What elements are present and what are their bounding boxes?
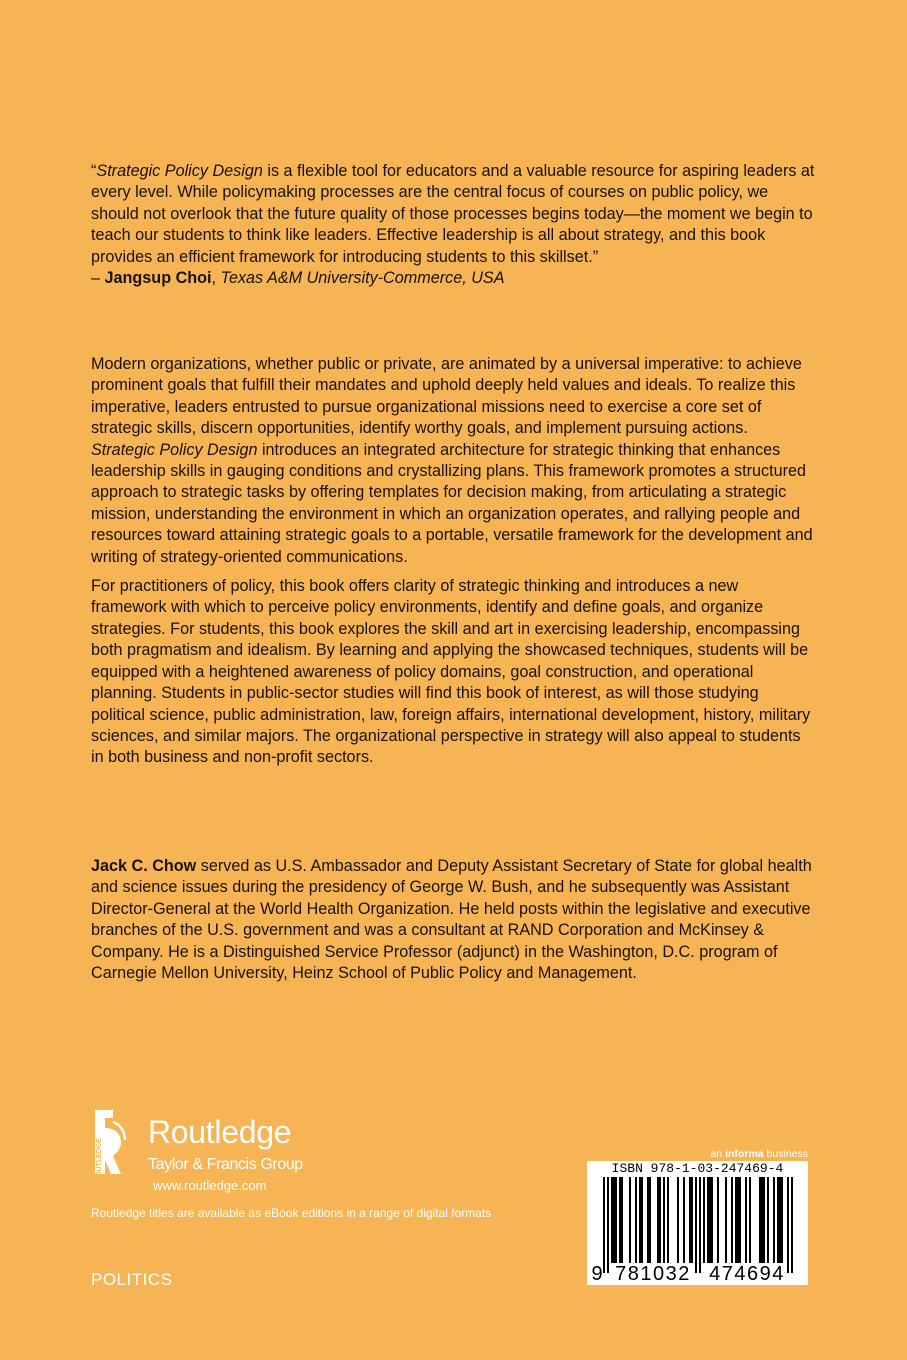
endorsement-text [91,161,816,289]
barcode-bar [725,1177,727,1263]
barcode-bar [683,1177,685,1263]
barcode-bar [677,1177,679,1263]
barcode-bar [711,1177,713,1263]
barcode-bar [699,1177,701,1273]
barcode-bar [761,1177,763,1263]
barcode-bar [635,1177,637,1263]
book-description [91,354,816,769]
barcode-bar [657,1177,659,1263]
publisher-name: Routledge [148,1114,292,1150]
endorsement-quote [91,161,816,289]
barcode-bar [621,1177,623,1263]
barcode-bar [767,1177,769,1263]
barcode-bar [731,1177,733,1263]
open-quote: “ [91,162,97,180]
barcode-bar [703,1177,705,1263]
routledge-logo-icon [91,1108,131,1184]
author-bio-text [91,856,816,984]
barcode-bar [749,1177,751,1263]
barcode-bar [667,1177,669,1263]
publisher-url: www.routledge.com [153,1178,267,1193]
informa-suffix: business [763,1148,808,1160]
barcode-bar [695,1177,697,1273]
author-name: Jack C. Chow [91,857,197,875]
barcode-bar [615,1177,617,1263]
description-paragraph-2: For practitioners of policy, this book offers clarity of strategic thinking and introduces a new framework with which to perceive policy environments, identify and define goals, and organize strategies. For students, this book explores the skill and art in exercising leadership, encompassing both pragmatism and idealism. By learning and applying the showcased techniques, students will be equipped with a heightened awareness of policy domains, goal construction, and operational planning. Students in public-sector studies will find this book of interest, as will those studying political science, public administration, law, foreign affairs, international development, history, military sciences, and similar majors. The organizational perspective in strategy will also appeal to students in both business and non-profit sectors. [91,577,811,767]
barcode-bar [739,1177,741,1263]
barcode-group-2: 474694 [709,1263,785,1285]
barcode-bar [691,1177,693,1263]
barcode-bar [649,1177,651,1263]
barcode-bar [603,1177,605,1273]
barcode-bar [787,1177,789,1273]
barcode-bar [689,1177,691,1263]
barcode-digits [587,1263,808,1285]
barcode-bar [607,1177,609,1273]
barcode-bar [717,1177,719,1263]
barcode-bar [659,1177,661,1263]
logo-vertical-text: ROUTLEDGE [96,1138,103,1182]
endorsement-body: is a flexible tool for educators and a valuable resource for aspiring leaders at every level. While policymaking processes are the central focus of courses on public policy, we should not overlook that the future quality of those processes begins today—the moment we begin to teach our students to think like leaders. Effective leadership is all about strategy, and this book provides an efficient framework for introducing students to this skillset.” [91,162,815,266]
endorsement-attribution [91,268,816,289]
subject-category: POLITICS [91,1270,173,1289]
barcode-bar [647,1177,649,1263]
description-book-title: Strategic Policy Design [91,440,258,459]
barcode-bar [791,1177,793,1273]
ebook-note: Routledge titles are available as eBook editions in a range of digital formats [91,1206,492,1220]
barcode-bar [777,1177,779,1263]
barcode-bar [611,1177,613,1263]
author-bio-body: served as U.S. Ambassador and Deputy Assistant Secretary of State for global health and science issues during the presidency of George W. Bush, and he subsequently was Assistant Director-General at the World Health Organization. He held posts within the legislative and executive branches of the U.S. government and was a consultant at RAND Corporation and McKinsey & Company. He is a Distinguished Service Professor (adjunct) in the Washington, D.C. program of Carnegie Mellon University, Heinz School of Public Policy and Management. [91,857,812,983]
barcode-bar [737,1177,739,1263]
barcode-bar [619,1177,621,1263]
barcode-bar [709,1177,711,1263]
barcode-bar [663,1177,665,1263]
publisher-group: Taylor & Francis Group [148,1156,303,1173]
attribution-dash: – [91,269,105,288]
author-bio [91,856,816,984]
informa-business-tag [688,1148,808,1160]
barcode-bar [629,1177,631,1263]
description-paragraph-1 [91,354,816,568]
barcode-first-digit: 9 [591,1263,603,1285]
publisher-logo [91,1108,351,1194]
isbn-barcode [587,1161,808,1285]
barcode-bar [759,1177,761,1263]
book-title-italic: Strategic Policy Design [96,162,263,180]
barcode-bar [613,1177,615,1263]
barcode-bar [763,1177,765,1263]
barcode-bar [735,1177,737,1263]
endorser-affiliation: Texas A&M University-Commerce, USA [220,269,505,288]
attribution-separator: , [211,269,221,288]
barcode-bar [779,1177,781,1263]
barcode-bar [745,1177,747,1263]
barcode-bar [707,1177,709,1263]
informa-prefix: an [710,1148,726,1160]
description-p1-start: Modern organizations, whether public or private, are animated by a universal imperative: to achieve prominent goals that fulfill their mandates and uphold deeply held values and ideals. To realize this imperative, leaders entrusted to pursue organizational missions need to exercise a core set of strategic skills, discern opportunities, identify worthy goals, and implement pursuing actions. [91,355,802,438]
informa-brand: informa [725,1148,764,1160]
barcode-group-1: 781032 [615,1263,691,1285]
barcode-bar [639,1177,641,1263]
endorser-name: Jangsup Choi [104,269,212,288]
barcode-bar [773,1177,775,1263]
barcode-bar [641,1177,643,1263]
barcode-bar [781,1177,783,1263]
isbn-label: ISBN 978-1-03-247469-4 [611,1161,784,1176]
description-p1-end: introduces an integrated architecture for strategic thinking that enhances leadership skills in gauging conditions and crystallizing plans. This framework promotes a structured approach to strategic tasks by offering templates for decision making, from articulating a strategic mission, understanding the environment in which an organization operates, and rallying people and resources toward attaining strategic goals to a portable, versatile framework for the development and writing of strategy-oriented communications. [91,440,813,566]
